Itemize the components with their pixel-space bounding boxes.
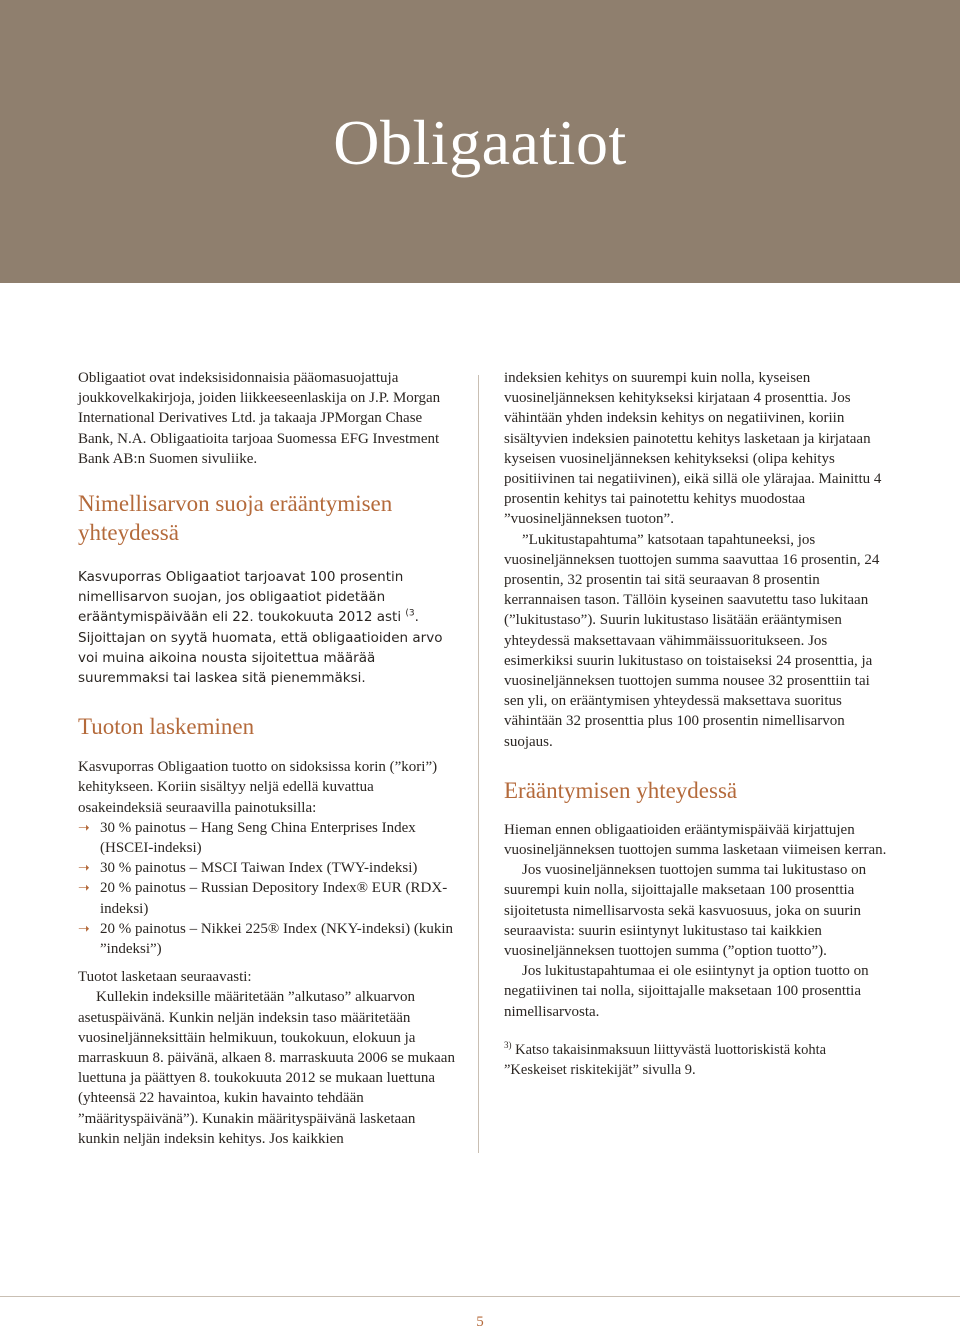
list-item xyxy=(78,878,456,918)
page-title: Obligaatiot xyxy=(333,107,627,178)
list-item xyxy=(78,919,456,959)
nominal-protection-text-b: . Sijoittajan on syytä huomata, että obligaatioiden arvo voi muina aikoina nousta sijoitettua määrää suuremmaksi tai laskea sitä pienemmäksi. xyxy=(78,609,443,687)
quarter-return-paragraph: indeksien kehitys on suurempi kuin nolla, kyseisen vuosineljänneksen kehitykseksi kirjataan 4 prosenttia. Jos vähintään yhden indeksin kehitys on negatiivinen, koriin sisältyvien indeksien painotettu kehitys lasketaan ja kirjataan kyseisen vuosineljänneksen kehitykseksi (olipa kehitys positiivinen tai negatiivinen), eikä sillä ole ylärajaa. Mainittu 4 prosentin kehitys tai painotettu kehitys muodostaa ”vuosineljänneksen tuoton”. xyxy=(504,370,882,528)
heading-at-maturity: Erääntymisen yhteydessä xyxy=(504,777,738,803)
footnote-ref: (3 xyxy=(405,608,415,619)
lock-in-paragraph: ”Lukitustapahtuma” katsotaan tapahtuneeksi, jos vuosineljänneksen tuottojen summa saavuttaa 16 prosentin, 24 prosentin, 32 prosentin tai sitä seuraavan 8 prosentin kerrannaisen tason. Tällöin kyseinen saavutettu taso lukitaan (”lukitustaso”). Suurin lukitustaso lisätään erääntymisen yhteydessä maksettavaan vähimmäissuoritukseen. Jos esimerkiksi suurin lukitustaso on toistaiseksi 24 prosenttia, ja vuosineljänneksen tuottojen summa nousee 32 prosenttiin tai sen yli, on erääntymisen yhteydessä maksettava suoritus vähintään 32 prosenttia plus 100 prosentin nimellisarvon suojaus. xyxy=(504,531,880,750)
page-number: 5 xyxy=(476,1314,484,1330)
arrow-right-icon: ➝ xyxy=(78,920,90,937)
heading-return-calculation: Tuoton laskeminen xyxy=(78,714,255,740)
heading-nominal-protection: Nimellisarvon suoja erääntymisen yhteydessä xyxy=(78,491,393,546)
right-column xyxy=(504,368,888,1080)
maturity-paragraph: Hieman ennen obligaatioiden erääntymispäivää kirjattujen vuosineljänneksen tuottojen summa lasketaan viimeisen kerran. xyxy=(504,821,887,859)
basket-text-b: Koriin sisältyy neljä edellä kuvattua osakeindeksiä seuraavilla painotuksilla: xyxy=(78,779,374,816)
weight-text: 20 % painotus – Nikkei 225® Index (NKY-indeksi) (kukin ”indeksi”) xyxy=(100,920,454,958)
left-column xyxy=(78,368,456,1149)
nominal-protection-text-a: Kasvuporras Obligaatiot tarjoavat 100 prosentin nimellisarvon suojan, jos obligaatiot pidetään erääntymispäivään eli 22. toukokuuta 2012 asti xyxy=(78,569,406,626)
basket-paragraph xyxy=(78,757,456,818)
list-item xyxy=(78,858,456,878)
list-item xyxy=(78,818,456,858)
weight-text: 30 % painotus – MSCI Taiwan Index (TWY-indeksi) xyxy=(100,860,418,877)
intro-paragraph: Obligaatiot ovat indeksisidonnaisia pääomasuojattuja joukkovelkakirjoja, joiden liikkeeseenlaskija on J.P. Morgan International Derivatives Ltd. ja takaaja JPMorgan Chase Bank, N.A. Obligaatioita tarjoaa Suomessa EFG Investment Bank AB:n Suomen sivuliike. xyxy=(78,370,441,467)
returns-label: Tuotot lasketaan seuraavasti: xyxy=(78,969,252,986)
nominal-protection-paragraph xyxy=(78,567,456,688)
weight-text: 20 % painotus – Russian Depository Index® EUR (RDX-indeksi) xyxy=(100,880,448,917)
column-divider xyxy=(478,375,479,1153)
footnote-text: Katso takaisinmaksuun liittyvästä luottoriskistä kohta ”Keskeiset riskitekijät” sivulla 9. xyxy=(504,1041,827,1079)
arrow-right-icon: ➝ xyxy=(78,880,90,897)
footnote-marker: 3) xyxy=(504,1040,512,1051)
weight-text: 30 % painotus – Hang Seng China Enterprises Index (HSCEI-indeksi) xyxy=(100,819,416,857)
basket-text-a: Kasvuporras Obligaation tuotto on sidoksissa korin (”kori”) kehitykseen. xyxy=(78,759,438,796)
no-lock-in-paragraph: Jos lukitustapahtumaa ei ole esiintynyt ja option tuotto on negatiivinen tai nolla, sijoittajalle maksetaan 100 prosenttia nimellisarvosta. xyxy=(504,963,869,1020)
title-banner xyxy=(0,0,960,283)
footer-divider xyxy=(0,1296,960,1297)
arrow-right-icon: ➝ xyxy=(78,860,90,877)
payout-paragraph: Jos vuosineljänneksen tuottojen summa tai lukitustaso on suurempi kuin nolla, sijoittajalle maksetaan 100 prosenttia sijoitetusta nimellisarvosta sekä kasvuosuus, joka on suurin seuraavista: suurin esiintynyt lukitustaso tai kaikkien vuosineljänneksen tuottojen summa (”option tuotto”). xyxy=(504,862,867,960)
arrow-right-icon: ➝ xyxy=(78,819,90,836)
calculation-paragraph: Kullekin indeksille määritetään ”alkutaso” alkuarvon asetuspäivänä. Kunkin neljän indeksin taso määritetään vuosineljänneksittäin helmikuun, toukokuun, elokuun ja marraskuun 8. päivänä, alkaen 8. marraskuuta 2006 se mukaan luettuna ja päättyen 8. toukokuuta 2012 se mukaan luettuna (yhteensä 22 havaintoa, kukin havainto tehdään ”määrityspäivänä”). Kunakin määrityspäivänä lasketaan kunkin neljän indeksin kehitys. Jos kaikkien xyxy=(78,989,455,1147)
footnote xyxy=(504,1040,888,1080)
index-weights-list xyxy=(78,818,456,959)
